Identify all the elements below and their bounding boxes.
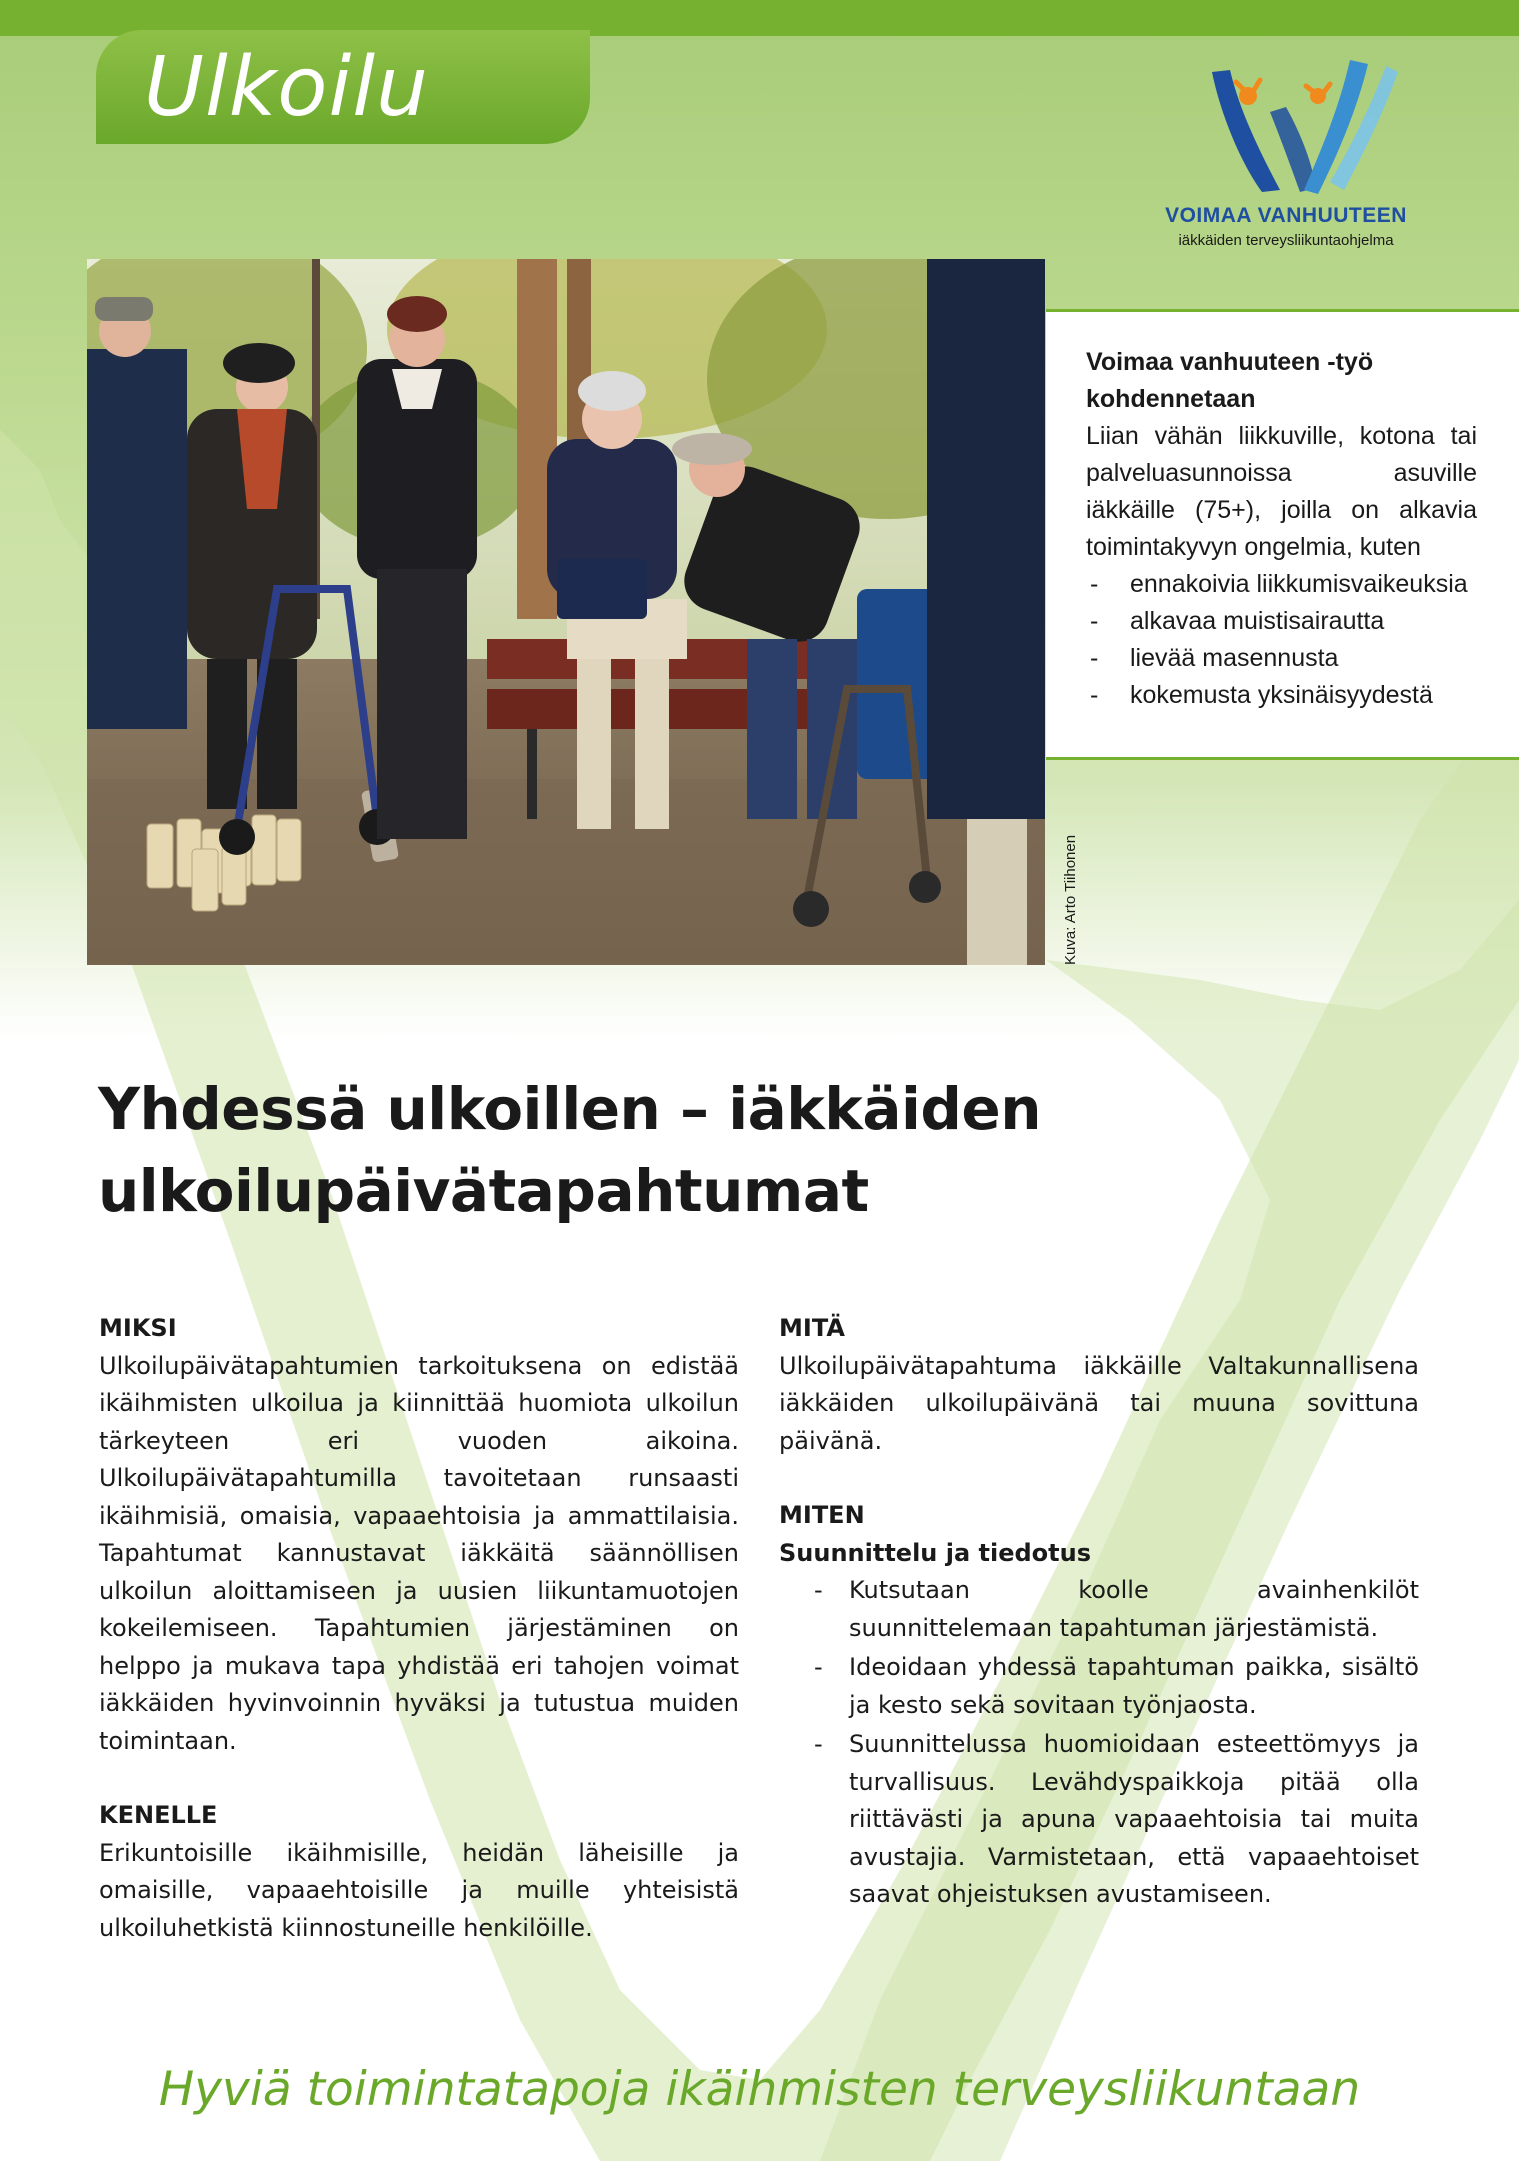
miksi-text: Ulkoilupäivätapahtumien tarkoituksena on edistää ikäihmisten ulkoilua ja kiinnittää huomiota ulkoilun tärkeyteen eri vuoden aikoina. Ulkoilupäivätapahtumilla tavoitetaan runsaasti ikäihmisiä, omaisia, vapaaehtoisia ja ammattilaisia. Tapahtumat kannustavat iäkkäitä säännöllisen ulkoilun aloittamiseen ja uusien liikuntamuotojen kokeilemiseen. Tapahtumien järjestäminen on helppo ja mukava tapa yhdistää eri tahojen voimat iäkkäiden hyvinvoinnin hyväksi ja tutustua muiden toimintaan. [99, 1351, 739, 1755]
left-column [99, 1310, 739, 1947]
miten-subheading: Suunnittelu ja tiedotus [779, 1538, 1092, 1567]
section-tab [96, 30, 590, 144]
main-title-line2: ulkoilupäivätapahtumat [98, 1157, 869, 1225]
info-box-list [1086, 566, 1477, 714]
list-item: - Ideoidaan yhdessä tapahtuman paikka, sisältö ja kesto sekä sovitaan työnjaosta. [779, 1649, 1419, 1724]
logo-subtitle: iäkkäiden terveysliikuntaohjelma [1178, 232, 1394, 249]
mita-heading: MITÄ [779, 1314, 845, 1342]
voimaa-vanhuuteen-logo-icon [1200, 52, 1400, 202]
info-box-heading-line2: kohdennetaan [1086, 385, 1256, 413]
miten-heading: MITEN [779, 1501, 865, 1529]
info-box-heading: Voimaa vanhuuteen -työ [1086, 348, 1374, 376]
miksi-heading: MIKSI [99, 1314, 177, 1342]
list-item: - alkavaa muistisairautta [1086, 603, 1477, 640]
list-item: - ennakoivia liikkumisvaikeuksia [1086, 566, 1477, 603]
list-item: - Suunnittelussa huomioidaan esteettömyys ja turvallisuus. Levähdyspaikkoja pitää olla riittävästi ja apuna vapaaehtoisia tai muita avustajia. Varmistetaan, että vapaaehtoiset saavat ohjeistuksen avustamiseen. [779, 1726, 1419, 1914]
list-item: - lievää masennusta [1086, 640, 1477, 677]
right-column [779, 1310, 1419, 1916]
mita-text: Ulkoilupäivätapahtuma iäkkäille Valtakunnallisena iäkkäiden ulkoilupäivänä tai muuna sovittuna päivänä. [779, 1351, 1419, 1455]
miten-list [779, 1572, 1419, 1914]
logo-name: VOIMAA VANHUUTEEN [1165, 204, 1407, 227]
info-box [1046, 309, 1519, 760]
kenelle-text: Erikuntoisille ikäihmisille, heidän läheisille ja omaisille, vapaaehtoisille ja muille yhteisistä ulkoiluhetkistä kiinnostuneille henkilöille. [99, 1838, 739, 1942]
main-title-line1: Yhdessä ulkoillen – iäkkäiden [98, 1075, 1042, 1143]
kenelle-heading: KENELLE [99, 1801, 218, 1829]
outdoor-game-photo [87, 259, 1045, 965]
main-title [98, 1068, 1198, 1232]
photo-credit: Kuva: Arto Tiihonen [1062, 834, 1079, 965]
info-box-text: Liian vähän liikkuville, kotona tai palveluasunnoissa asuville iäkkäille (75+), joilla on alkavia toimintakyvyn ongelmia, kuten [1086, 422, 1477, 561]
list-item: - Kutsutaan koolle avainhenkilöt suunnittelemaan tapahtuman järjestämistä. [779, 1572, 1419, 1647]
section-title: Ulkoilu [144, 40, 429, 135]
footer-tagline: Hyviä toimintatapoja ikäihmisten terveysliikuntaan [158, 2062, 1361, 2117]
list-item: - kokemusta yksinäisyydestä [1086, 677, 1477, 714]
